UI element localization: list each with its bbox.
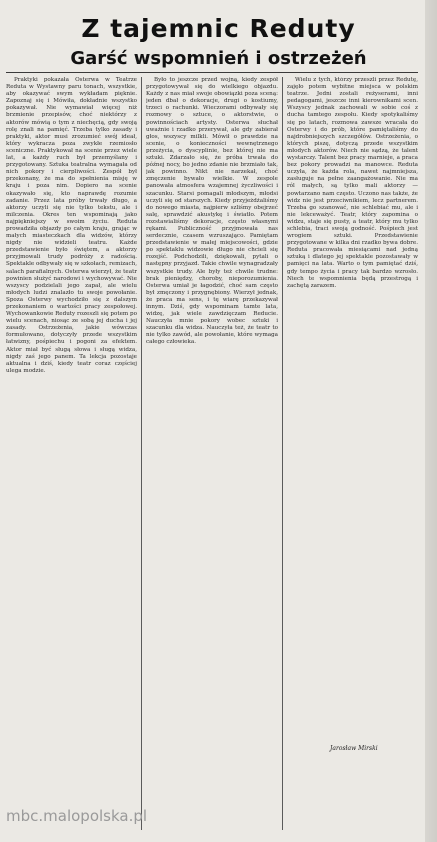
column-3-text: Wielu z tych, którzy przeszli przez Redutę, zajęło potem wybitne miejsca w polskim teatrze. Jedni zostali reżyserami, inni pedagogami, jeszcze inni kierownikami scen. Wszyscy jednak zachowali w sobie coś z ducha tamtego zespołu. Kiedy spotykaliśmy się po latach, rozmowa zawsze wracała do Osterwy i do prób, które pamiętaliśmy do najdrobniejszych szczegółów. Ostrzeżenia, o których piszę, dotyczą przede wszystkim młodych aktorów. Niech nie sądzą, że talent wystarczy. Talent bez pracy marnieje, a praca bez pokory prowadzi na manowce. Reduta uczyła, że każda rola, nawet najmniejsza, zasługuje na pełne zaangażowanie. Nie ma ról małych, są tylko mali aktorzy — powtarzano nam często. Uczono nas także, że widz nie jest przeciwnikiem, lecz partnerem. Trzeba go szanować, nie schlebiać mu, ale i nie lekceważyć. Teatr, który zapomina o widzu, staje się pusty, a teatr, który mu tylko schlebia, traci swoją godność. Pośpiech jest wrogiem sztuki. Przedstawienie przygotowane w kilka dni rzadko bywa dobre. Reduta pracowała miesiącami nad jedną sztuką i dlatego jej spektakle pozostawały w pamięci na lata. Warto o tym pamiętać dziś, gdy tempo życia i pracy tak bardzo wzrosło. Niech te wspomnienia będą przestrogą i zachętą zarazem.: [287, 77, 418, 289]
column-2-text: Było to jeszcze przed wojną, kiedy zespół przygotowywał się do wielkiego objazdu. Każdy z nas miał swoje obowiązki poza sceną: jeden dbał o dekoracje, drugi o kostiumy, trzeci o rachunki. Wieczorami odbywały się rozmowy o sztuce, o aktorstwie, o powinnościach artysty. Osterwa słuchał uważnie i rzadko przerywał, ale gdy zabierał głos, wszyscy milkli. Mówił o prawdzie na scenie, o konieczności wewnętrznego przeżycia, o dyscyplinie, bez której nie ma sztuki. Zdarzało się, że próba trwała do późnej nocy, bo jedno zdanie nie brzmiało tak, jak powinno. Nikt nie narzekał, choć zmęczenie bywało wielkie. W zespole panowała atmosfera wzajemnej życzliwości i szacunku. Starsi pomagali młodszym, młodsi uczyli się od starszych. Kiedy przyjeżdżaliśmy do nowego miasta, najpierw szliśmy obejrzeć salę, sprawdzić akustykę i światło. Potem rozstawialiśmy dekoracje, często własnymi rękami. Publiczność przyjmowała nas serdecznie, czasem wzruszająco. Pamiętam przedstawienie w małej miejscowości, gdzie po spektaklu widzowie długo nie chcieli się rozejść. Podchodzili, dziękowali, pytali o następny przyjazd. Takie chwile wynagradzały wszystkie trudy. Ale były też chwile trudne: brak pieniędzy, choroby, nieporozumienia. Osterwa umiał je łagodzić, choć sam często był zmęczony i przygnębiony. Wierzył jednak, że praca ma sens, i tę wiarę przekazywał innym. Dziś, gdy wspominam tamte lata, widzę, jak wiele zawdzięczam Reducie. Nauczyła mnie pokory wobec sztuki i szacunku dla widza. Nauczyła też, że teatr to nie tylko zawód, ale powołanie, które wymaga całego człowieka.: [146, 77, 278, 346]
article-title: Z tajemnic Reduty: [81, 14, 356, 43]
header-rule-top: [6, 72, 418, 73]
column-divider-1: [141, 77, 142, 830]
page-edge: [425, 0, 437, 842]
article-author: Jarosław Mirski: [330, 745, 378, 752]
article-column-1: [6, 77, 137, 830]
article-subtitle: Garść wspomnień i ostrzeżeń: [70, 48, 367, 69]
source-watermark: mbc.malopolska.pl: [6, 807, 148, 825]
column-1-text: Praktyki pokazała Osterwa w Teatrze Reduta w Wystawny paru tonach, wszystkie, aby okazywać swym wykładam pięknie. Zapoznaj się i Mówiła, dokładnie wszystko pokazywał. Nie wymawiał więcej niż brzmienie przepisów, choć niektórzy z aktorów mówią o tym z niechęcią, gdy swoją rolę znali na pamięć. Trzeba tylko zasady i praktyki, aktor musi zrozumieć swój ideał, który wykracza poza zwykłe rzemiosło sceniczne. Praktykował na scenie przez wiele lat, a każdy ruch był przemyślany i przygotowany. Sztuka teatralna wymagała od nich pokory i cierpliwości. Zespół był przekonany, że ma do spełnienia misję w kraju i poza nim. Dopiero na scenie okazywało się, kto naprawdę rozumie zadanie. Przez lata próby trwały długo, a aktorzy uczyli się nie tylko tekstu, ale i milczenia. Okres ten wspominają jako najpiękniejszy w swoim życiu. Reduta prowadziła objazdy po całym kraju, grając w małych miasteczkach dla widzów, którzy nigdy nie widzieli teatru. Każde przedstawienie było świętem, a aktorzy przyjmowali trudy podróży z radością. Spektakle odbywały się w szkołach, remizach, salach parafialnych. Osterwa wierzył, że teatr powinien służyć narodowi i wychowywać. Nie wszyscy podzielali jego zapał, ale wielu młodych ludzi znalazło tu swoje powołanie. Spoza Osterwy wychodziło się z dalszym przekonaniem o wartości pracy zespołowej. Wychowankowie Reduty rozeszli się potem po wielu scenach, niosąc ze sobą jej ducha i jej zasady. Ostrzeżenia, jakie wówczas formułowano, dotyczyły przede wszystkim łatwizny, pośpiechu i pogoni za efektem. Aktor miał być sługą słowa i sługą widza, nigdy zaś jego panem. Ta lekcja pozostaje aktualna i dziś, kiedy teatr coraz częściej ulega modzie.: [6, 77, 137, 374]
article-column-3: [287, 77, 418, 739]
article-column-2: [146, 77, 278, 830]
column-divider-2: [282, 77, 283, 830]
